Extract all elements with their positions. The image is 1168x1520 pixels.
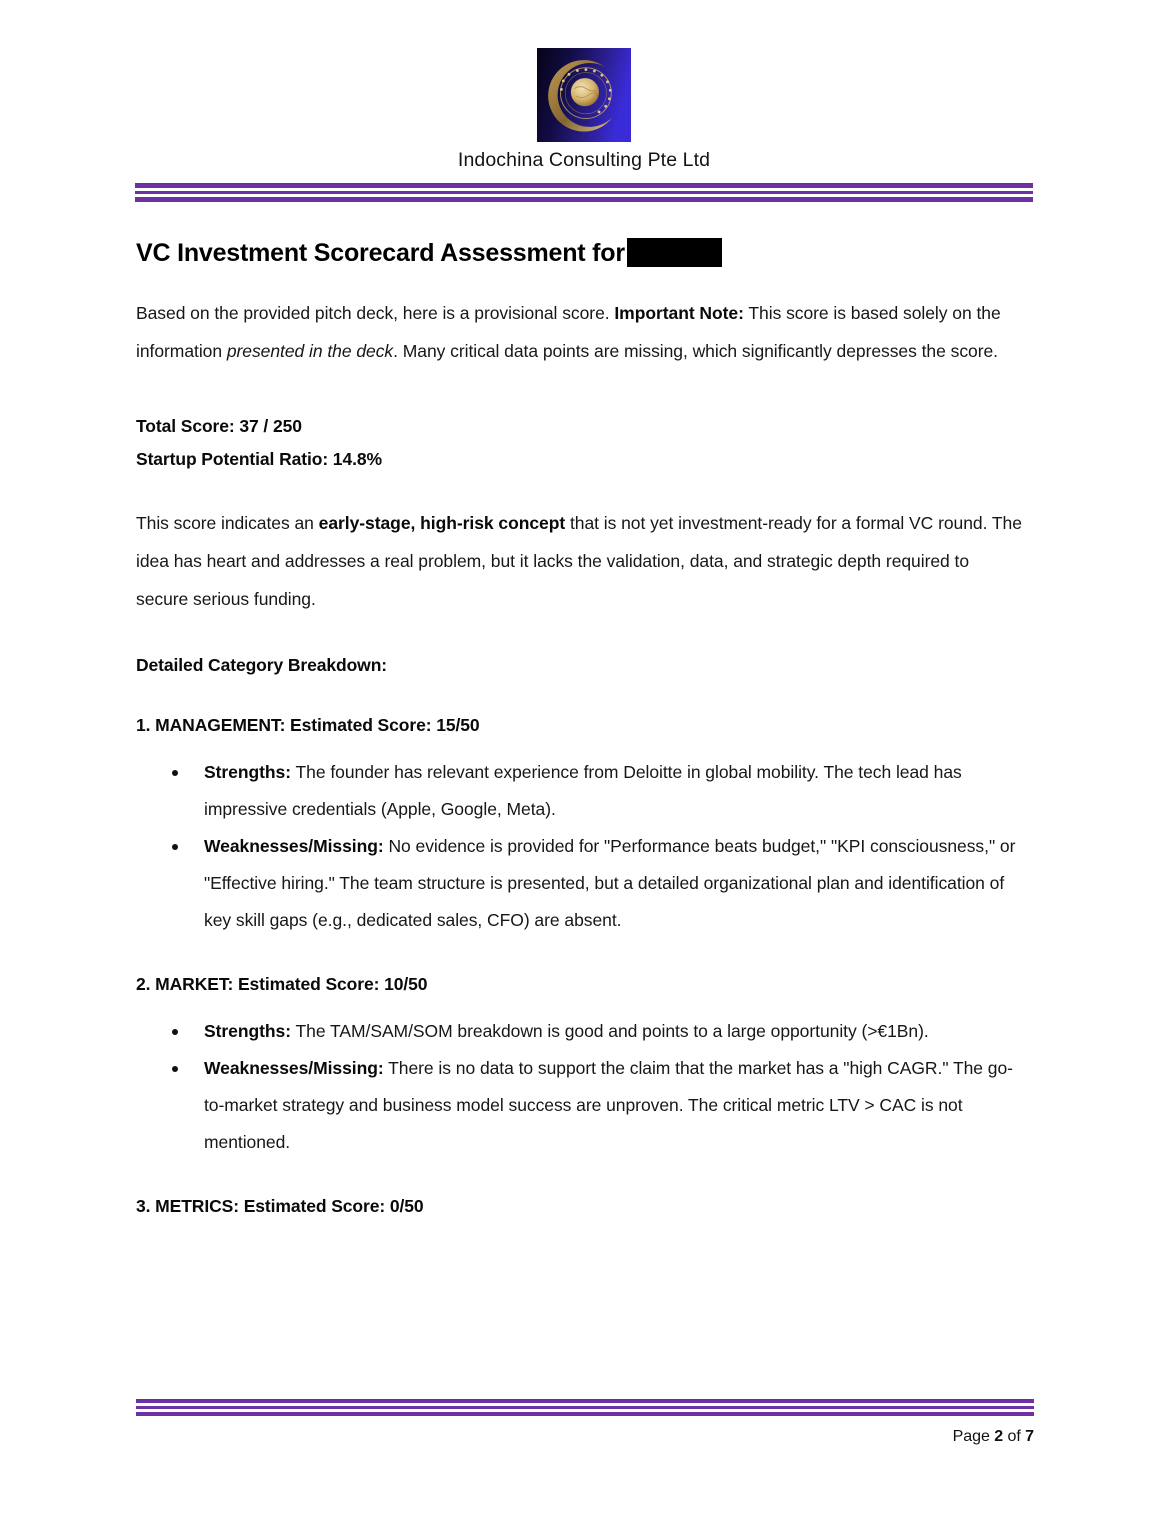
category-heading-management: 1. MANAGEMENT: Estimated Score: 15/50 (136, 715, 480, 735)
list-item (136, 828, 1026, 939)
document-content (136, 236, 1026, 1221)
list-item (136, 1013, 1026, 1050)
page-title-text: VC Investment Scorecard Assessment for (136, 239, 625, 267)
summary-bold: early-stage, high-risk concept (318, 513, 566, 533)
bullet-icon (172, 1029, 178, 1035)
bullet-label: Weaknesses/Missing: (204, 1058, 384, 1078)
bullet-label: Strengths: (204, 1021, 292, 1041)
company-name: Indochina Consulting Pte Ltd (457, 149, 711, 171)
score-summary (136, 410, 1026, 476)
list-item (136, 1050, 1026, 1161)
bullet-text: The founder has relevant experience from Deloitte in global mobility. The tech lead has impressive credentials (Apple, Google, Meta). (204, 762, 962, 819)
bullet-text: The TAM/SAM/SOM breakdown is good and points to a large opportunity (>€1Bn). (291, 1021, 929, 1041)
bullet-icon (172, 770, 178, 776)
breakdown-heading: Detailed Category Breakdown: (136, 655, 388, 675)
category-heading-market: 2. MARKET: Estimated Score: 10/50 (136, 974, 428, 994)
intro-italic: presented in the deck (226, 341, 394, 361)
category-bullets-market (136, 1013, 1026, 1161)
of-word: of (1007, 1428, 1021, 1445)
redaction-box (627, 238, 722, 267)
header-divider (135, 172, 1033, 202)
bullet-text: No evidence is provided for "Performance beats budget," "KPI consciousness," or "Effective hiring." The team structure is presented, but a detailed organizational plan and identification of key skill gaps (e.g., dedicated sales, CFO) are absent. (204, 836, 1016, 930)
bullet-text: There is no data to support the claim that the market has a "high CAGR." The go-to-market strategy and business model success are unproven. The critical metric LTV > CAC is not mentioned. (204, 1058, 1013, 1152)
page-title (136, 236, 1026, 270)
intro-paragraph (136, 294, 1026, 370)
footer-divider-line-bottom (136, 1412, 1034, 1416)
intro-part2: This score is based solely on the information (136, 303, 1001, 361)
category-bullets-management (136, 754, 1026, 939)
list-item (136, 754, 1026, 828)
current-page-number: 2 (994, 1428, 1004, 1445)
bullet-label: Weaknesses/Missing: (204, 836, 384, 856)
intro-part3: . Many critical data points are missing, which significantly depresses the score. (393, 341, 998, 361)
page-header (0, 0, 1168, 202)
summary-part1: This score indicates an (136, 513, 319, 533)
summary-paragraph (136, 504, 1026, 618)
divider-line-bottom (135, 197, 1033, 202)
bullet-icon (172, 1066, 178, 1072)
category-heading-metrics: 3. METRICS: Estimated Score: 0/50 (136, 1196, 424, 1216)
bullet-label: Strengths: (204, 762, 292, 782)
intro-part1: Based on the provided pitch deck, here is a provisional score. (136, 303, 615, 323)
total-score: Total Score: 37 / 250 (136, 416, 302, 436)
company-logo-icon (537, 48, 631, 142)
total-page-count: 7 (1025, 1428, 1034, 1445)
page-footer (136, 1399, 1034, 1446)
page-word: Page (952, 1428, 990, 1445)
startup-potential-ratio: Startup Potential Ratio: 14.8% (136, 449, 382, 469)
bullet-icon (172, 844, 178, 850)
summary-part2: that is not yet investment-ready for a formal VC round. The idea has heart and addresses a real problem, but it lacks the validation, data, and strategic depth required to secure serious funding. (136, 513, 1022, 609)
page-number-label (136, 1428, 1034, 1446)
intro-important-note: Important Note: (614, 303, 744, 323)
footer-divider (136, 1399, 1034, 1416)
